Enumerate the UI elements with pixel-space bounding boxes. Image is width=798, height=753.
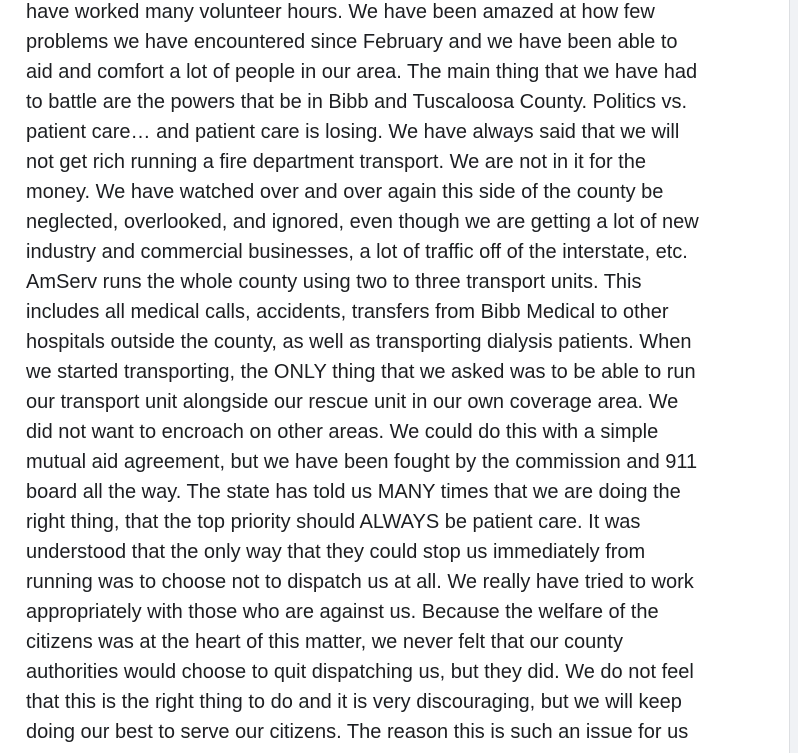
post-text-line: appropriately with those who are against us. Because the welfare of the	[26, 601, 659, 623]
post-text-line: industry and commercial businesses, a lot of traffic off of the interstate, etc.	[26, 241, 688, 263]
post-text-line: board all the way. The state has told us MANY times that we are doing the	[26, 481, 681, 503]
post-text-line: that this is the right thing to do and it is very discouraging, but we will keep	[26, 691, 682, 713]
post-text-line: patient care… and patient care is losing. We have always said that we will	[26, 121, 680, 143]
post-text-line: not get rich running a fire department transport. We are not in it for the	[26, 151, 646, 173]
post-text-line: hospitals outside the county, as well as transporting dialysis patients. When	[26, 331, 692, 353]
post-text-line: doing our best to serve our citizens. The reason this is such an issue for us	[26, 721, 689, 743]
post-text-line: authorities would choose to quit dispatching us, but they did. We do not feel	[26, 661, 694, 683]
post-text-line: neglected, overlooked, and ignored, even though we are getting a lot of new	[26, 211, 699, 233]
post-text-line: to battle are the powers that be in Bibb and Tuscaloosa County. Politics vs.	[26, 91, 688, 113]
post-text-line: aid and comfort a lot of people in our area. The main thing that we have had	[26, 61, 698, 83]
post-text-line: our transport unit alongside our rescue unit in our own coverage area. We	[26, 391, 679, 413]
post-text-line: includes all medical calls, accidents, transfers from Bibb Medical to other	[26, 301, 669, 323]
post-text-line: running was to choose not to dispatch us at all. We really have tried to work	[26, 571, 694, 593]
post-text	[26, 0, 786, 747]
post-text-line: money. We have watched over and over again this side of the county be	[26, 181, 664, 203]
post-text-line: citizens was at the heart of this matter, we never felt that our county	[26, 631, 623, 653]
post-text-line: understood that the only way that they could stop us immediately from	[26, 541, 646, 563]
post-text-line: mutual aid agreement, but we have been fought by the commission and 911	[26, 451, 698, 473]
post-text-line: have worked many volunteer hours. We have been amazed at how few	[26, 1, 655, 23]
post-text-line: right thing, that the top priority should ALWAYS be patient care. It was	[26, 511, 641, 533]
post-text-line: we started transporting, the ONLY thing that we asked was to be able to run	[26, 361, 696, 383]
post-text-line: problems we have encountered since February and we have been able to	[26, 31, 678, 53]
post-text-line: AmServ runs the whole county using two to three transport units. This	[26, 271, 642, 293]
post-text-line: did not want to encroach on other areas. We could do this with a simple	[26, 421, 659, 443]
page-gutter	[790, 0, 798, 753]
